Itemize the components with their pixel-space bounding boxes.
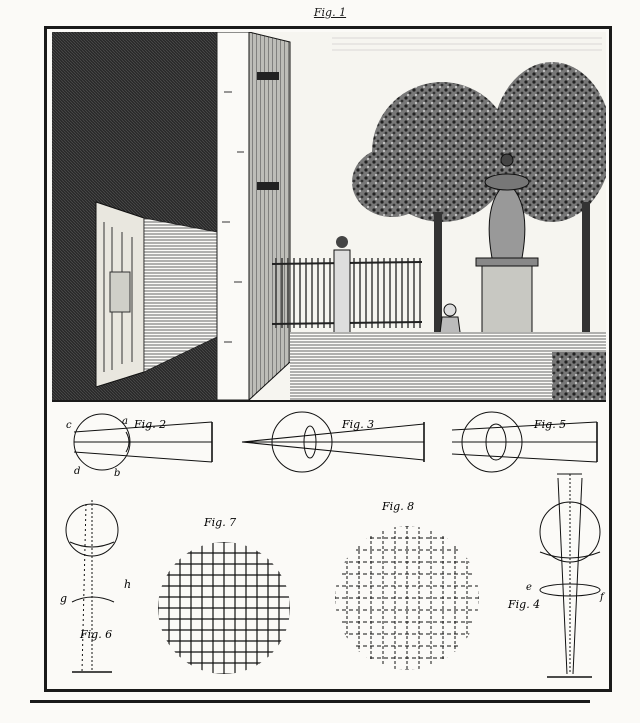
- fig1-garden-scene: [52, 32, 606, 400]
- fig2-letter-a: a: [122, 416, 128, 427]
- fig5-eye-diagram: [452, 412, 597, 472]
- fig7-label: Fig. 7: [204, 516, 237, 529]
- fig4-letter-f: f: [600, 592, 604, 603]
- fig2-letter-b: b: [114, 468, 121, 479]
- fig2-letter-c: c: [66, 420, 72, 431]
- fig3-eye-diagram: [242, 412, 424, 472]
- building-facade: [249, 32, 290, 400]
- fig6-letter-g: g: [60, 592, 68, 605]
- fig2-letter-d: d: [74, 466, 81, 477]
- bottom-rule: [30, 700, 590, 703]
- fig6-letter-h: h: [124, 578, 132, 591]
- pillar-statue: [336, 236, 348, 248]
- fig4-label: Fig. 4: [508, 598, 541, 611]
- fig7-grid-pattern: [158, 542, 290, 674]
- gate-pillar: [334, 250, 350, 334]
- fig8-label: Fig. 8: [382, 500, 415, 513]
- fig4-eye-diagram: [540, 474, 600, 677]
- fig8-grid-pattern: [335, 526, 479, 670]
- plate-title: Fig. 1: [313, 6, 347, 19]
- fig2-label: Fig. 2: [134, 418, 167, 431]
- optics-figures: [52, 402, 606, 688]
- fig6-eye-diagram: [66, 500, 118, 672]
- white-pillar: [217, 32, 249, 400]
- fig5-label: Fig. 5: [534, 418, 567, 431]
- fig3-label: Fig. 3: [342, 418, 375, 431]
- fig4-letter-e: e: [526, 582, 532, 593]
- fig6-label: Fig. 6: [80, 628, 113, 641]
